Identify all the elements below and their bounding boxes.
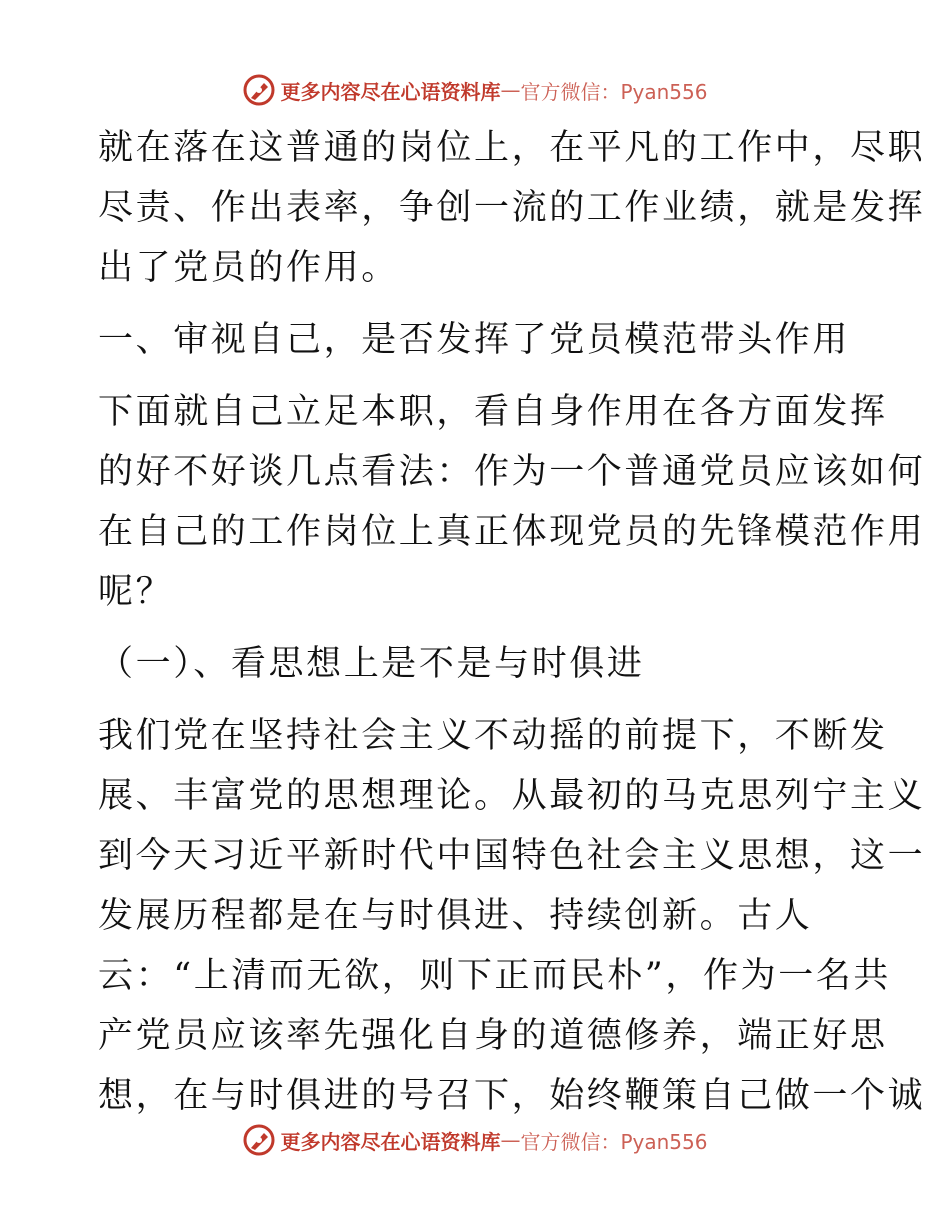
text-line: 想，在与时俱进的号召下，始终鞭策自己做一个诚 xyxy=(98,1076,926,1116)
text-line: 发展历程都是在与时俱进、持续创新。古人 xyxy=(98,896,813,936)
paragraph-3 xyxy=(98,706,926,1126)
text-line: 云：“上清而无欲，则下正而民朴”，作为一名共 xyxy=(98,956,891,996)
logo-pen-icon xyxy=(242,1123,276,1157)
text-line: 到今天习近平新时代中国特色社会主义思想，这一 xyxy=(98,836,926,876)
text-line: 的好不好谈几点看法：作为一个普通党员应该如何 xyxy=(98,452,926,492)
section-heading-1 xyxy=(98,310,858,370)
document-body xyxy=(98,118,926,1126)
watermark-text: 更多内容尽在心语资料库 xyxy=(280,79,501,104)
paragraph-1 xyxy=(98,118,926,298)
heading-line: 一、审视自己，是否发挥了党员模范带头作用 xyxy=(98,320,851,360)
text-line: 展、丰富党的思想理论。从最初的马克思列宁主义 xyxy=(98,776,926,816)
watermark-separator: — xyxy=(500,78,521,102)
text-line: 我们党在坚持社会主义不动摇的前提下，不断发 xyxy=(98,716,888,756)
text-line: 尽责、作出表率，争创一流的工作业绩，就是发挥 xyxy=(98,188,926,228)
text-line: 下面就自己立足本职，看自身作用在各方面发挥 xyxy=(98,392,888,432)
text-line: 出了党员的作用。 xyxy=(98,248,399,288)
watermark-wechat: 官方微信：Pyan556 xyxy=(520,79,708,104)
logo-pen-icon xyxy=(242,73,276,107)
paragraph-2 xyxy=(98,382,926,622)
footer-watermark xyxy=(0,1120,950,1160)
subsection-heading-1 xyxy=(98,634,858,694)
heading-line: （一）、看思想上是不是与时俱进 xyxy=(98,644,645,684)
text-line: 产党员应该率先强化自身的道德修养，端正好思 xyxy=(98,1016,888,1056)
watermark-separator: — xyxy=(500,1128,521,1152)
watermark-text: 更多内容尽在心语资料库 xyxy=(280,1129,501,1154)
text-line: 呢？ xyxy=(98,572,174,612)
text-line: 在自己的工作岗位上真正体现党员的先锋模范作用 xyxy=(98,512,926,552)
text-line: 就在落在这普通的岗位上，在平凡的工作中，尽职 xyxy=(98,128,926,168)
watermark-wechat: 官方微信：Pyan556 xyxy=(520,1129,708,1154)
header-watermark xyxy=(0,70,950,110)
